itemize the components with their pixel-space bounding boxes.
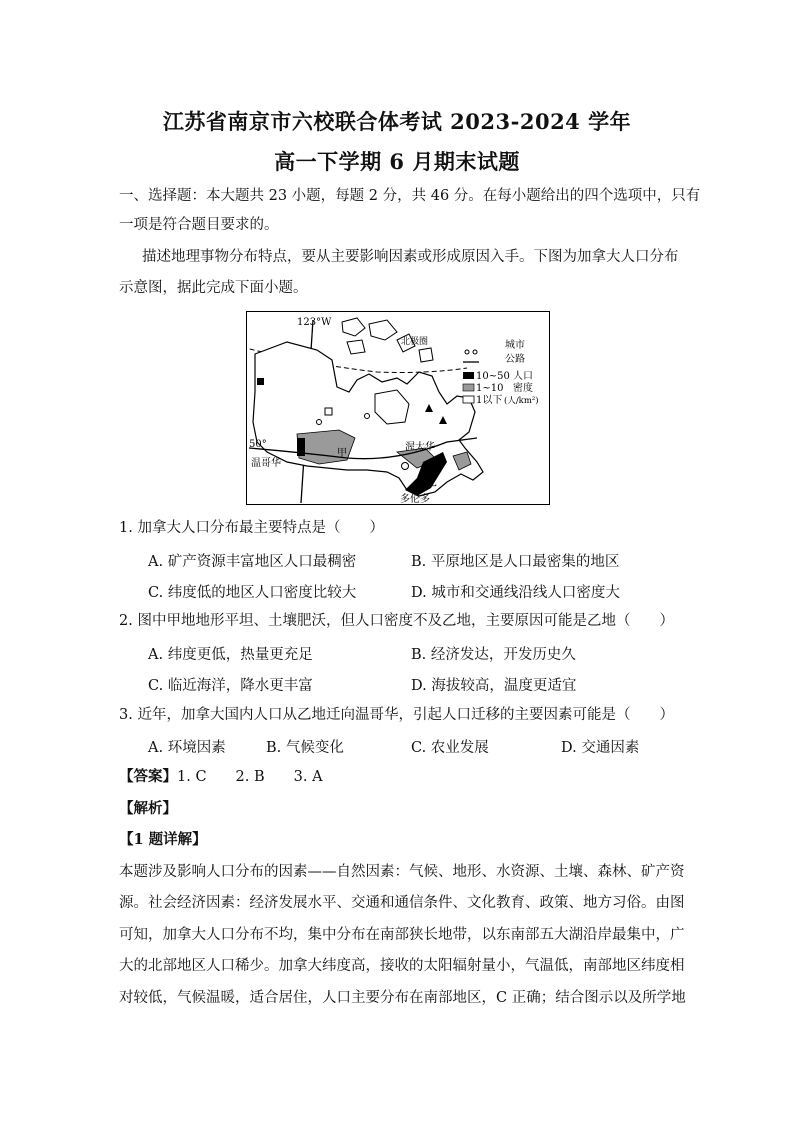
legend-density-mid: 1~10 — [476, 383, 504, 394]
arctic-island — [419, 348, 433, 362]
arctic-circle-label: 北极圈 — [401, 337, 429, 347]
question-3-option-c[interactable]: C. 农业发展 — [411, 740, 489, 756]
arctic-island — [342, 318, 365, 336]
city-marker — [365, 414, 370, 419]
intro-line2: 示意图，据此完成下面小题。 — [119, 280, 308, 296]
question-3-option-a[interactable]: A. 环境因素 — [148, 740, 226, 756]
detail-line-4: 大的北部地区人口稀少。加拿大纬度高，接收的太阳辐射量小，气温低，南部地区纬度相 — [119, 958, 685, 974]
detail-line-2: 源。社会经济因素：经济发展水平、交通和通信条件、文化教育、政策、地方习俗。由图 — [119, 895, 685, 911]
question-2-option-d[interactable]: D. 海拔较高，温度更适宜 — [411, 678, 577, 694]
answer-label: 【答案】 — [119, 768, 177, 785]
question-3-stem: 3. 近年，加拿大国内人口从乙地迁向温哥华，引起人口迁移的主要因素可能是（ ） — [119, 707, 674, 723]
question-1-option-c[interactable]: C. 纬度低的地区人口密度比较大 — [148, 585, 357, 601]
legend-density-label: 密度 — [513, 383, 533, 394]
latitude-label: 50° — [249, 439, 267, 450]
mine-marker — [325, 408, 332, 415]
jia-label: 甲 — [337, 448, 347, 459]
analysis-label: 【解析】 — [119, 800, 177, 817]
section-instruction-line2: 一项是符合题目要求的。 — [119, 217, 279, 233]
meridian-label: 123°W — [297, 317, 332, 328]
answer-text: 1. C 2. B 3. A — [177, 769, 323, 785]
detail-line-3: 可知，加拿大人口分布不均，集中分布在南部狭长地带，以东南部五大湖沿岸最集中，广 — [119, 927, 685, 943]
legend-city-label: 城市 — [505, 340, 525, 351]
density-10-50-area — [257, 378, 264, 385]
toronto-label: 多伦多 — [400, 494, 430, 503]
question-2-option-c[interactable]: C. 临近海洋，降水更丰富 — [148, 678, 313, 694]
question-2-stem: 2. 图中甲地地形平坦、土壤肥沃，但人口密度不及乙地，主要原因可能是乙地（ ） — [119, 613, 674, 629]
city-marker — [402, 463, 409, 470]
arctic-island — [347, 340, 365, 354]
question-2-option-b[interactable]: B. 经济发达，开发历史久 — [411, 647, 576, 663]
detail-line-5: 对较低，气候温暖，适合居住，人口主要分布在南部地区，C 正确；结合图示以及所学地 — [119, 990, 686, 1006]
intro-line1: 描述地理事物分布特点，要从主要影响因素或形成原因入手。下图为加拿大人口分布 — [142, 249, 679, 265]
question-1-option-d[interactable]: D. 城市和交通线沿线人口密度大 — [411, 585, 620, 601]
legend-density-high: 10~50 — [476, 371, 510, 382]
legend-density-low: 1以下 — [476, 395, 503, 406]
question-1-option-a[interactable]: A. 矿产资源丰富地区人口最稠密 — [148, 554, 357, 570]
canada-outline — [253, 342, 483, 496]
arctic-island — [369, 320, 397, 340]
question-3-option-d[interactable]: D. 交通因素 — [561, 740, 640, 756]
legend-unit-label: (人/km²) — [504, 396, 539, 406]
page-title-line1: 江苏省南京市六校联合体考试 2023-2024 学年 — [162, 109, 632, 134]
yi-label: 乙 — [427, 478, 437, 489]
question-1-stem: 1. 加拿大人口分布最主要特点是（ ） — [119, 520, 384, 536]
vancouver-label: 温哥华 — [251, 458, 281, 469]
detail-label: 【1 题详解】 — [119, 831, 207, 848]
canada-population-map — [246, 311, 550, 505]
question-2-option-a[interactable]: A. 纬度更低，热量更充足 — [148, 647, 313, 663]
answer-line — [119, 767, 323, 787]
section-instruction-line1: 一、选择题：本大题共 23 小题，每题 2 分，共 46 分。在每小题给出的四个选项中，只有 — [119, 188, 701, 204]
question-3-option-b[interactable]: B. 气候变化 — [266, 740, 344, 756]
ottawa-label: 渥太华 — [405, 442, 435, 453]
city-marker — [317, 420, 322, 425]
legend-pop-label: 人口 — [513, 371, 533, 382]
legend-road-label: 公路 — [505, 354, 525, 365]
question-1-option-b[interactable]: B. 平原地区是人口最密集的地区 — [411, 554, 620, 570]
page-title-line2: 高一下学期 6 月期末试题 — [274, 149, 520, 174]
detail-line-1: 本题涉及影响人口分布的因素——自然因素：气候、地形、水资源、土壤、森林、矿产资 — [119, 864, 685, 880]
